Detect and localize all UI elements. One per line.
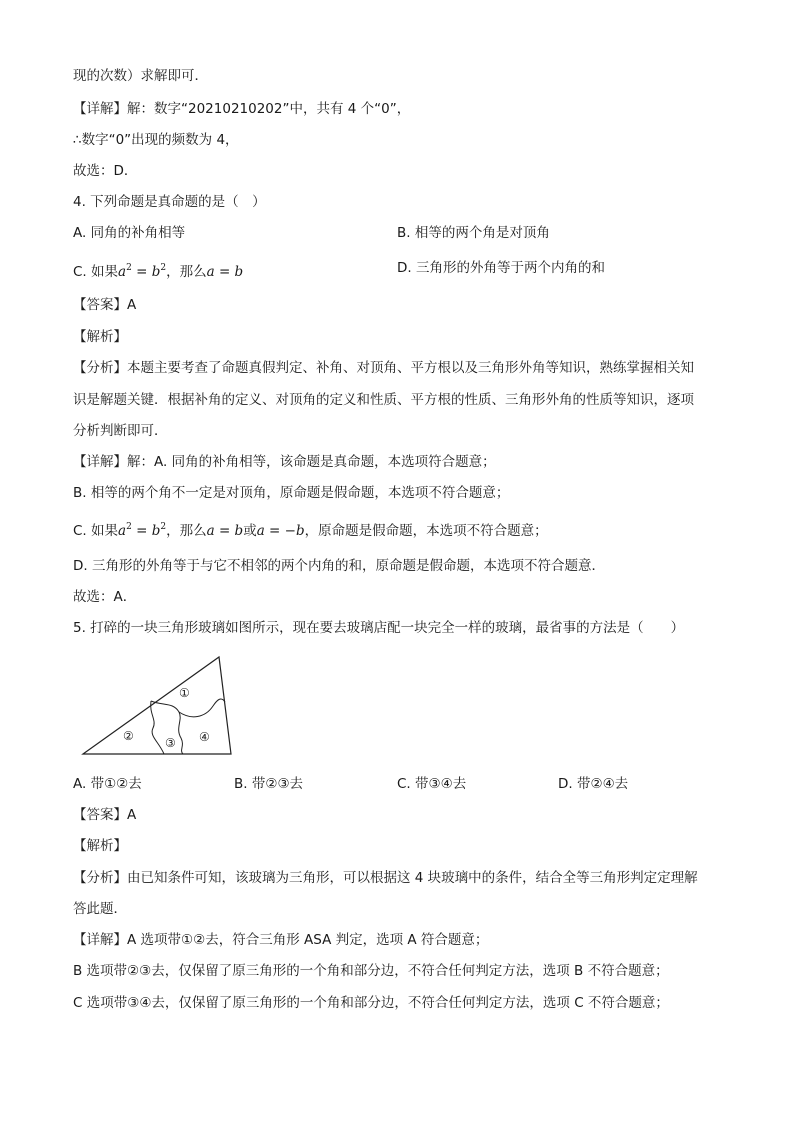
- formula-a-eq-b: a = b: [206, 523, 244, 539]
- q4-analysis: 识是解题关键．根据补角的定义、对顶角的定义和性质、平方根的性质、三角形外角的性质等知识，逐项: [73, 392, 694, 408]
- q4-detail-b: B. 相等的两个角不一定是对顶角，原命题是假命题，本选项不符合题意；: [73, 485, 510, 501]
- crack-line: [179, 699, 225, 717]
- q4-option-c: [73, 259, 243, 281]
- text-line: 现的次数）求解即可．: [73, 68, 208, 84]
- q5-analysis: 【分析】由已知条件可知，该玻璃为三角形，可以根据这 4 块玻璃中的条件，结合全等三角形判定定理解: [73, 870, 698, 886]
- q5-answer: 【答案】A: [73, 807, 137, 823]
- broken-glass-triangle-figure: [79, 654, 239, 758]
- q4-option-a: A. 同角的补角相等: [73, 225, 186, 241]
- q5-option-b: B. 带②③去: [234, 776, 304, 792]
- formula-a-eq-b: a = b: [206, 264, 244, 280]
- q4-detail-c-prefix: C. 如果: [73, 523, 119, 539]
- text-line: ∴数字“0”出现的频数为 4，: [73, 132, 239, 148]
- q4-analysis: 分析判断即可．: [73, 423, 168, 439]
- q4-detail-d: D. 三角形的外角等于与它不相邻的两个内角的和，原命题是假命题，本选项不符合题意．: [73, 558, 605, 574]
- question-4-stem: 4. 下列命题是真命题的是（ ）: [73, 194, 266, 210]
- q4-final: 故选：A．: [73, 589, 137, 605]
- q4-detail-a: 【详解】解：A. 同角的补角相等，该命题是真命题，本选项符合题意；: [73, 454, 496, 470]
- q5-detail-b: B 选项带②③去，仅保留了原三角形的一个角和部分边，不符合任何判定方法，选项 B 不符合题意；: [73, 963, 669, 979]
- q5-option-d: D. 带②④去: [558, 776, 629, 792]
- formula-a2-eq-b2: $a^2 = b^2$: [118, 263, 167, 280]
- q5-analysis-label: 【解析】: [73, 838, 127, 854]
- formula-a2-eq-b2: $a^2 = b^2$: [118, 522, 167, 539]
- q4-option-c-prefix: C. 如果: [73, 264, 119, 280]
- crack-line: [151, 701, 164, 754]
- q4-option-d: D. 三角形的外角等于两个内角的和: [397, 260, 605, 276]
- q5-option-c: C. 带③④去: [397, 776, 467, 792]
- q4-detail-c: [73, 518, 548, 540]
- q4-option-c-mid: ，那么: [166, 264, 207, 280]
- q5-option-a: A. 带①②去: [73, 776, 142, 792]
- formula-a-eq-neg-b: a = −b: [256, 523, 305, 539]
- q5-detail-a: 【详解】A 选项带①②去，符合三角形 ASA 判定，选项 A 符合题意；: [73, 932, 489, 948]
- q4-detail-c-mid: ，那么: [166, 523, 207, 539]
- text-line: 【详解】解：数字“20210210202”中，共有 4 个“0”，: [73, 101, 411, 117]
- q4-analysis-label: 【解析】: [73, 329, 127, 345]
- q4-analysis: 【分析】本题主要考查了命题真假判定、补角、对顶角、平方根以及三角形外角等知识，熟练掌握相关知: [73, 360, 694, 376]
- text-line: 故选：D．: [73, 163, 138, 179]
- q4-detail-c-or: 或: [243, 523, 257, 539]
- q5-detail-c: C 选项带③④去，仅保留了原三角形的一个角和部分边，不符合任何判定方法，选项 C 不符合题意；: [73, 995, 669, 1011]
- question-5-stem: 5. 打碎的一块三角形玻璃如图所示，现在要去玻璃店配一块完全一样的玻璃，最省事的方法是（ ）: [73, 620, 685, 636]
- q5-analysis: 答此题．: [73, 901, 127, 917]
- q4-option-b: B. 相等的两个角是对顶角: [397, 225, 550, 241]
- q4-answer: 【答案】A: [73, 297, 137, 313]
- piece-label-2: ②: [123, 729, 134, 743]
- q4-detail-c-suffix: ，原命题是假命题，本选项不符合题意；: [304, 523, 548, 539]
- piece-label-1: ①: [179, 686, 190, 700]
- piece-label-3: ③: [165, 736, 176, 750]
- piece-label-4: ④: [199, 730, 210, 744]
